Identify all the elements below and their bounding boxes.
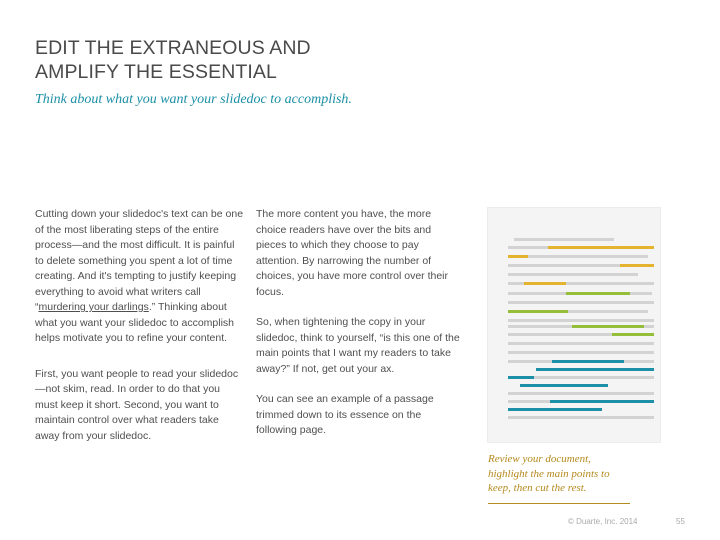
highlight-yellow: [524, 282, 566, 285]
paragraph-text: .” Thinking about what you want your slidedoc to accomplish helps motivate you to refine your content.: [35, 301, 235, 344]
paragraph: First, you want people to read your slidedoc—not skim, read. In order to do that you must keep it short. Second, you want to maintain control over what readers take away from your slidedoc.: [35, 367, 239, 442]
paragraph: You can see an example of a passage trimmed down to its essence on the following page.: [256, 393, 434, 436]
highlight-yellow: [508, 255, 528, 258]
paragraph: So, when tightening the copy in your slidedoc, think to yourself, “is this one of the main points that I want my readers to take away?” If not, get out your ax.: [256, 316, 460, 375]
highlight-teal: [508, 376, 534, 379]
text-line: [508, 342, 654, 345]
subtitle: Think about what you want your slidedoc to accomplish.: [35, 92, 352, 107]
highlight-green: [508, 310, 568, 313]
body-column-left: [35, 207, 245, 444]
text-line: [508, 351, 654, 354]
title-line-2: AMPLIFY THE ESSENTIAL: [35, 61, 277, 83]
text-line: [508, 273, 638, 276]
caption-line: keep, then cut the rest.: [488, 482, 587, 494]
page-number: 55: [676, 517, 685, 526]
paragraph: The more content you have, the more choice readers have over the bits and pieces to which they choose to pay attention. By narrowing the number of choices, you have more control over their focus.: [256, 208, 449, 298]
highlight-teal: [536, 368, 654, 371]
text-line: [508, 301, 654, 304]
highlight-teal: [508, 408, 602, 411]
highlight-teal: [550, 400, 654, 403]
highlight-green: [572, 325, 644, 328]
caption-line: highlight the main points to: [488, 467, 610, 480]
darlings-link[interactable]: murdering your darlings: [38, 301, 149, 313]
document-illustration: [488, 208, 660, 442]
highlight-teal: [552, 360, 624, 363]
highlight-green: [612, 333, 654, 336]
copyright-footer: © Duarte, Inc. 2014: [568, 517, 638, 526]
title-line-1: EDIT THE EXTRANEOUS AND: [35, 37, 311, 59]
caption-line: Review your document,: [488, 453, 591, 465]
caption-divider: [488, 503, 630, 504]
paragraph-text: Cutting down your slidedoc's text can be one of the most liberating steps of the entire process—and the most difficult. It is painful to delete something you spent a lot of time creating. And it's tempting to justify keeping everything to avoid what writers call “: [35, 208, 244, 313]
text-line: [508, 255, 648, 258]
page-title: [35, 36, 455, 84]
paragraph: [35, 207, 245, 347]
text-line: [508, 392, 654, 395]
highlight-green: [566, 292, 630, 295]
highlight-teal: [520, 384, 608, 387]
illustration-caption: [488, 452, 638, 496]
text-line: [508, 319, 654, 322]
body-column-right: [256, 207, 461, 439]
highlight-yellow: [620, 264, 654, 267]
highlight-yellow: [548, 246, 654, 249]
text-line: [514, 238, 614, 241]
text-line: [508, 416, 654, 419]
